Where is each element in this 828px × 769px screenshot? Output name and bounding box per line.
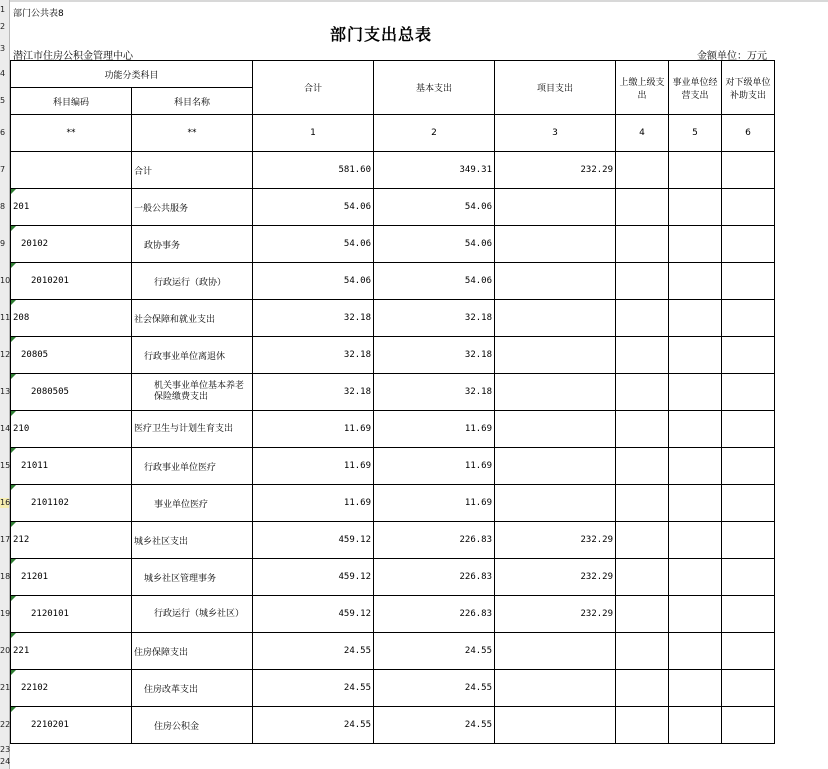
subsidy-cell[interactable] (722, 374, 775, 411)
row-number[interactable]: 21 (0, 683, 11, 692)
name-cell[interactable]: 住房保障支出 (132, 633, 253, 670)
basic-cell[interactable]: 24.55 (374, 707, 495, 744)
code-cell[interactable]: 2210201 (11, 707, 132, 744)
table-row (11, 522, 775, 559)
code-cell[interactable]: 201 (11, 189, 132, 226)
index-cell[interactable]: 2 (374, 115, 495, 152)
row-number[interactable]: 14 (0, 424, 11, 433)
basic-cell[interactable]: 11.69 (374, 411, 495, 448)
upper-cell[interactable] (616, 707, 669, 744)
table-row (11, 337, 775, 374)
total-cell[interactable]: 459.12 (253, 522, 374, 559)
table-row (11, 374, 775, 411)
name-cell[interactable]: 合计 (132, 152, 253, 189)
table-row (11, 411, 775, 448)
total-cell[interactable]: 459.12 (253, 559, 374, 596)
name-cell[interactable]: 行政运行（城乡社区） (132, 596, 253, 633)
basic-cell[interactable]: 24.55 (374, 633, 495, 670)
page-title: 部门支出总表 (330, 25, 433, 44)
upper-cell[interactable] (616, 263, 669, 300)
basic-cell[interactable]: 54.06 (374, 226, 495, 263)
subsidy-cell[interactable] (722, 448, 775, 485)
total-cell[interactable]: 459.12 (253, 596, 374, 633)
table-row (11, 670, 775, 707)
business-cell[interactable] (669, 374, 722, 411)
index-cell[interactable]: ** (132, 115, 253, 152)
project-cell[interactable] (495, 707, 616, 744)
row-number[interactable]: 1 (0, 5, 6, 14)
code-cell[interactable]: 210 (11, 411, 132, 448)
total-cell[interactable]: 581.60 (253, 152, 374, 189)
total-cell[interactable]: 32.18 (253, 300, 374, 337)
code-cell[interactable]: 212 (11, 522, 132, 559)
amount-unit: 金额单位：万元 (697, 51, 767, 62)
project-cell[interactable] (495, 485, 616, 522)
subsidy-cell[interactable] (722, 522, 775, 559)
basic-cell[interactable]: 32.18 (374, 300, 495, 337)
table-row (11, 596, 775, 633)
total-cell[interactable]: 54.06 (253, 226, 374, 263)
table-row (11, 448, 775, 485)
basic-cell[interactable]: 54.06 (374, 263, 495, 300)
total-cell[interactable]: 24.55 (253, 707, 374, 744)
subsidy-cell[interactable] (722, 559, 775, 596)
row-number[interactable]: 22 (0, 720, 11, 729)
subsidy-cell[interactable] (722, 411, 775, 448)
row-number[interactable]: 4 (0, 69, 6, 78)
code-cell[interactable]: 21011 (11, 448, 132, 485)
project-cell[interactable]: 232.29 (495, 152, 616, 189)
business-cell[interactable] (669, 152, 722, 189)
code-cell[interactable]: 2101102 (11, 485, 132, 522)
subsidy-cell[interactable] (722, 189, 775, 226)
name-cell[interactable]: 行政事业单位离退休 (132, 337, 253, 374)
total-cell[interactable]: 32.18 (253, 374, 374, 411)
business-cell[interactable] (669, 633, 722, 670)
table-row (11, 485, 775, 522)
total-cell[interactable]: 11.69 (253, 485, 374, 522)
name-cell[interactable]: 事业单位医疗 (132, 485, 253, 522)
total-cell[interactable]: 54.06 (253, 263, 374, 300)
project-cell[interactable]: 232.29 (495, 522, 616, 559)
header-business[interactable]: 事业单位经营支出 (669, 61, 722, 115)
project-cell[interactable] (495, 374, 616, 411)
row-number[interactable]: 11 (0, 313, 11, 322)
subsidy-cell[interactable] (722, 226, 775, 263)
total-cell[interactable]: 32.18 (253, 337, 374, 374)
subsidy-cell[interactable] (722, 263, 775, 300)
subsidy-cell[interactable] (722, 300, 775, 337)
index-cell[interactable]: 1 (253, 115, 374, 152)
code-cell[interactable] (11, 152, 132, 189)
business-cell[interactable] (669, 411, 722, 448)
basic-cell[interactable]: 32.18 (374, 374, 495, 411)
index-cell[interactable]: 5 (669, 115, 722, 152)
upper-cell[interactable] (616, 596, 669, 633)
code-cell[interactable]: 2010201 (11, 263, 132, 300)
header-subsidy[interactable]: 对下级单位补助支出 (722, 61, 775, 115)
name-cell[interactable]: 住房改革支出 (132, 670, 253, 707)
row-number[interactable]: 3 (0, 44, 6, 53)
code-cell[interactable]: 2120101 (11, 596, 132, 633)
name-cell[interactable]: 行政事业单位医疗 (132, 448, 253, 485)
row-number[interactable]: 20 (0, 646, 11, 655)
row-number[interactable]: 5 (0, 96, 6, 105)
table-row (11, 152, 775, 189)
basic-cell[interactable]: 349.31 (374, 152, 495, 189)
table-row (11, 559, 775, 596)
subsidy-cell[interactable] (722, 337, 775, 374)
code-cell[interactable]: 22102 (11, 670, 132, 707)
total-cell[interactable]: 24.55 (253, 670, 374, 707)
project-cell[interactable] (495, 300, 616, 337)
row-number[interactable]: 18 (0, 572, 11, 581)
table-row (11, 633, 775, 670)
row-number[interactable]: 23 (0, 745, 11, 754)
row-number[interactable]: 7 (0, 165, 6, 174)
business-cell[interactable] (669, 263, 722, 300)
project-cell[interactable]: 232.29 (495, 559, 616, 596)
row-number[interactable]: 8 (0, 202, 6, 211)
basic-cell[interactable]: 54.06 (374, 189, 495, 226)
index-cell[interactable]: 4 (616, 115, 669, 152)
name-cell[interactable]: 机关事业单位基本养老保险缴费支出 (132, 374, 253, 411)
upper-cell[interactable] (616, 189, 669, 226)
row-number-column (0, 0, 10, 769)
table-row (11, 263, 775, 300)
upper-cell[interactable] (616, 559, 669, 596)
project-cell[interactable] (495, 411, 616, 448)
subsidy-cell[interactable] (722, 670, 775, 707)
business-cell[interactable] (669, 596, 722, 633)
upper-cell[interactable] (616, 485, 669, 522)
header-code[interactable]: 科目编码 (11, 88, 132, 115)
upper-cell[interactable] (616, 374, 669, 411)
code-cell[interactable]: 21201 (11, 559, 132, 596)
name-cell[interactable]: 行政运行（政协） (132, 263, 253, 300)
row-number[interactable]: 17 (0, 535, 11, 544)
row-number[interactable]: 9 (0, 239, 6, 248)
name-cell[interactable]: 医疗卫生与计划生育支出 (132, 411, 253, 448)
business-cell[interactable] (669, 670, 722, 707)
basic-cell[interactable]: 226.83 (374, 522, 495, 559)
business-cell[interactable] (669, 707, 722, 744)
row-number[interactable]: 19 (0, 609, 11, 618)
business-cell[interactable] (669, 226, 722, 263)
name-cell[interactable]: 城乡社区管理事务 (132, 559, 253, 596)
code-cell[interactable]: 20805 (11, 337, 132, 374)
row-number[interactable]: 12 (0, 350, 11, 359)
row-number[interactable]: 15 (0, 461, 11, 470)
header-name[interactable]: 科目名称 (132, 88, 253, 115)
total-cell[interactable]: 54.06 (253, 189, 374, 226)
table-row (11, 300, 775, 337)
header-project[interactable]: 项目支出 (495, 61, 616, 115)
business-cell[interactable] (669, 448, 722, 485)
total-cell[interactable]: 11.69 (253, 411, 374, 448)
code-cell[interactable]: 20102 (11, 226, 132, 263)
index-cell[interactable]: ** (11, 115, 132, 152)
header-func-class[interactable]: 功能分类科目 (11, 61, 253, 88)
upper-cell[interactable] (616, 633, 669, 670)
index-cell[interactable]: 6 (722, 115, 775, 152)
upper-cell[interactable] (616, 226, 669, 263)
upper-cell[interactable] (616, 522, 669, 559)
basic-cell[interactable]: 11.69 (374, 448, 495, 485)
project-cell[interactable] (495, 337, 616, 374)
basic-cell[interactable]: 226.83 (374, 596, 495, 633)
project-cell[interactable] (495, 189, 616, 226)
row-number[interactable]: 2 (0, 22, 6, 31)
column-header-strip (0, 0, 828, 2)
project-cell[interactable]: 232.29 (495, 596, 616, 633)
basic-cell[interactable]: 24.55 (374, 670, 495, 707)
total-cell[interactable]: 24.55 (253, 633, 374, 670)
row-number[interactable]: 10 (0, 276, 11, 285)
subsidy-cell[interactable] (722, 152, 775, 189)
project-cell[interactable] (495, 263, 616, 300)
code-cell[interactable]: 221 (11, 633, 132, 670)
index-cell[interactable]: 3 (495, 115, 616, 152)
upper-cell[interactable] (616, 152, 669, 189)
subsidy-cell[interactable] (722, 633, 775, 670)
upper-cell[interactable] (616, 300, 669, 337)
organization-name: 潜江市住房公积金管理中心 (13, 51, 133, 62)
form-number: 部门公共表8 (13, 9, 64, 19)
table-row (11, 707, 775, 744)
project-cell[interactable] (495, 226, 616, 263)
basic-cell[interactable]: 32.18 (374, 337, 495, 374)
business-cell[interactable] (669, 485, 722, 522)
business-cell[interactable] (669, 300, 722, 337)
subsidy-cell[interactable] (722, 596, 775, 633)
subsidy-cell[interactable] (722, 485, 775, 522)
expenditure-table (10, 60, 775, 744)
upper-cell[interactable] (616, 411, 669, 448)
header-upper[interactable]: 上缴上级支出 (616, 61, 669, 115)
basic-cell[interactable]: 226.83 (374, 559, 495, 596)
upper-cell[interactable] (616, 670, 669, 707)
business-cell[interactable] (669, 522, 722, 559)
row-number[interactable]: 6 (0, 128, 6, 137)
table-row (11, 189, 775, 226)
basic-cell[interactable]: 11.69 (374, 485, 495, 522)
name-cell[interactable]: 政协事务 (132, 226, 253, 263)
name-cell[interactable]: 社会保障和就业支出 (132, 300, 253, 337)
project-cell[interactable] (495, 633, 616, 670)
name-cell[interactable]: 城乡社区支出 (132, 522, 253, 559)
table-row (11, 226, 775, 263)
upper-cell[interactable] (616, 337, 669, 374)
row-number[interactable]: 13 (0, 387, 11, 396)
header-total[interactable]: 合计 (253, 61, 374, 115)
total-cell[interactable]: 11.69 (253, 448, 374, 485)
header-basic[interactable]: 基本支出 (374, 61, 495, 115)
name-cell[interactable]: 住房公积金 (132, 707, 253, 744)
subsidy-cell[interactable] (722, 707, 775, 744)
name-cell[interactable]: 一般公共服务 (132, 189, 253, 226)
business-cell[interactable] (669, 559, 722, 596)
code-cell[interactable]: 208 (11, 300, 132, 337)
row-number-selected[interactable]: 16 (0, 498, 11, 507)
upper-cell[interactable] (616, 448, 669, 485)
code-cell[interactable]: 2080505 (11, 374, 132, 411)
project-cell[interactable] (495, 448, 616, 485)
business-cell[interactable] (669, 189, 722, 226)
row-number[interactable]: 24 (0, 757, 11, 766)
project-cell[interactable] (495, 670, 616, 707)
business-cell[interactable] (669, 337, 722, 374)
